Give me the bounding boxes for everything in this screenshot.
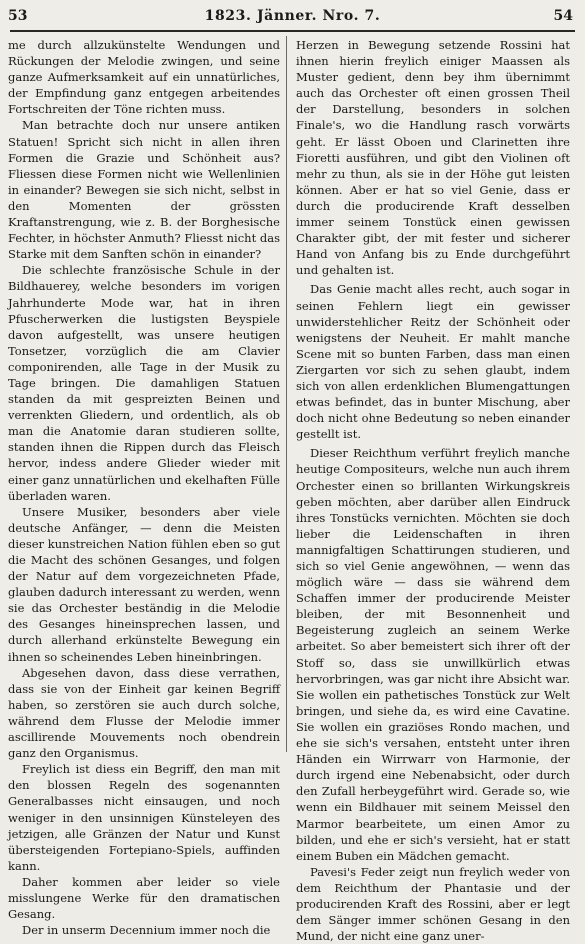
paragraph: Unsere Musiker, besonders aber viele deutsche Anfänger, — denn die Meisten dieser kunstreichen Nation fühlen eben so gut die Macht des schönen Gesanges, und folgen der Natur auf dem vorgezeichneten Pfade, glauben dadurch interessant zu werden, wenn sie das Orchester beständig in die Melodie des Gesanges hineinsprechen lassen, und durch allerhand erkünstelte Bewegung ein ihnen so scheinendes Leben hineinbringen. <box>8 504 280 664</box>
paragraph: Der in unserm Decennium immer noch die <box>22 923 271 938</box>
paragraph: Freylich ist diess ein Begriff, den man mit den blossen Regeln des sogenannten Generalbasses nicht einsaugen, und noch weniger in den unsinnigen Künsteleyen des jetzigen, alle Gränzen der Natur und Kunst übersteigenden Fortepiano-Spiels, auffinden kann. <box>8 762 280 873</box>
page-header <box>0 6 585 28</box>
paragraph: Abgesehen davon, dass diese verrathen, dass sie von der Einheit gar keinen Begriff haben, so zerstören sie auch durch solche, während dem Flusse der Melodie immer ascillirende Mouvements noch obendrein ganz den Organismus. <box>8 665 280 761</box>
page-number-left: 53 <box>8 8 28 24</box>
column-divider <box>286 36 287 752</box>
paragraph: Pavesi's Feder zeigt nun freylich weder von dem Reichthum der Phantasie und der producirenden Kraft des Rossini, aber er legt dem Sänger immer schönen Gesang in den Mund, der nicht eine ganz uner- <box>296 864 570 944</box>
page-number-right: 54 <box>553 8 573 24</box>
paragraph: Dieser Reichthum verführt freylich manche heutige Compositeurs, welche nun auch ihrem Orchester einen so brillanten Wirkungskreis geben möchten, aber darüber allen Eindruck ihres Tonstücks vernichten. Möchten sie doch lieber die Leidenschaften in ihren mannigfaltigen Schattirungen studieren, und sich so viel Genie angewöhnen, — wenn das möglich wäre — dass sie während dem Schaffen immer der producirende Meister bleiben, der mit Besonnenheit und Begeisterung zugleich an seinem Werke arbeitet. So aber bemeistert sich ihrer oft der Stoff so, dass sie unwillkürlich etwas hervorbringen, was gar nicht ihre Absicht war. Sie wollen ein pathetisches Tonstück zur Welt bringen, und siehe da, es wird eine Cavatine. Sie wollen ein graziöses Rondo machen, und ehe sie sich's versahen, entsteht unter ihren Händen ein Wirrwarr von Harmonie, der durch irgend eine Nebenabsicht, oder durch den Zufall herbeygeführt wird. Gerade so, wie wenn ein Bildhauer mit seinem Meissel den Marmor bearbeitete, um einen Amor zu bilden, und ehe er sich's versieht, hat er statt einem Buben ein Mädchen gemacht. <box>296 446 570 863</box>
paragraph: Daher kommen aber leider so viele misslungene Werke für den dramatischen Gesang. <box>8 874 280 922</box>
running-head-title: 1823. Jänner. Nro. 7. <box>204 8 381 24</box>
header-rule <box>10 30 575 32</box>
paragraph: Man betrachte doch nur unsere antiken Statuen! Spricht sich nicht in allen ihren Formen die Grazie und Schönheit aus? Fliessen diese Formen nicht wie Wellenlinien in einander? Bewegen sie sich nicht, selbst in den Momenten der grössten Kraftanstrengung, wie z. B. der Borghesische Fechter, in höchster Anmuth? Fliesst nicht das Starke mit dem Sanften schön in einander? <box>8 118 280 262</box>
left-column <box>8 37 280 938</box>
right-column <box>296 37 570 944</box>
paragraph: Das Genie macht alles recht, auch sogar in seinen Fehlern liegt ein gewisser unwiderstehlicher Reitz der Schönheit oder wenigstens der Neuheit. Er mahlt manche Scene mit so bunten Farben, dass man einen Ziergarten vor sich zu sehen glaubt, indem sich von allen erdenklichen Blumengattungen etwas befindet, das in bunter Mischung, aber doch nicht ohne Bedeutung so neben einander gestellt ist. <box>296 282 570 442</box>
paragraph: Die schlechte französische Schule in der Bildhauerey, welche besonders im vorigen Jahrhunderte Mode war, hat in ihren Pfuscherwerken die lustigsten Beyspiele davon aufgestellt, was unsere heutigen Tonsetzer, vorzüglich die am Clavier componirenden, alle Tage in der Musik zu Tage bringen. Die damahligen Statuen standen da mit gespreizten Beinen und verrenkten Gliedern, und ordentlich, als ob man die Anatomie daran studieren sollte, standen ihnen die Rippen durch das Fleisch hervor, indess andere Glieder wieder mit einer ganz unnatürlichen und ekelhaften Fülle überladen waren. <box>8 263 280 503</box>
paragraph: me durch allzukünstelte Wendungen und Rückungen der Melodie zwingen, und seine ganze Aufmerksamkeit auf ein unnatürliches, der Empfindung ganz entgegen arbeitendes Fortschreiten der Töne richten muss. <box>8 38 280 117</box>
paragraph: Herzen in Bewegung setzende Rossini hat ihnen hierin freylich einiger Maassen als Muster gedient, denn bey ihm übernimmt auch das Orchester oft einen grossen Theil der Darstellung, besonders in solchen Finale's, wo die Handlung rasch vorwärts geht. Er lässt Oboen und Clarinetten ihre Fioretti ausführen, und gibt den Violinen oft mehr zu thun, als sie in der Höhe gut leisten können. Aber er hat so viel Genie, dass er durch die producirende Kraft desselben immer seinem Tonstück einen gewissen Charakter gibt, der mit fester und sicherer Hand von Anfang bis zu Ende durchgeführt und gehalten ist. <box>296 38 570 278</box>
